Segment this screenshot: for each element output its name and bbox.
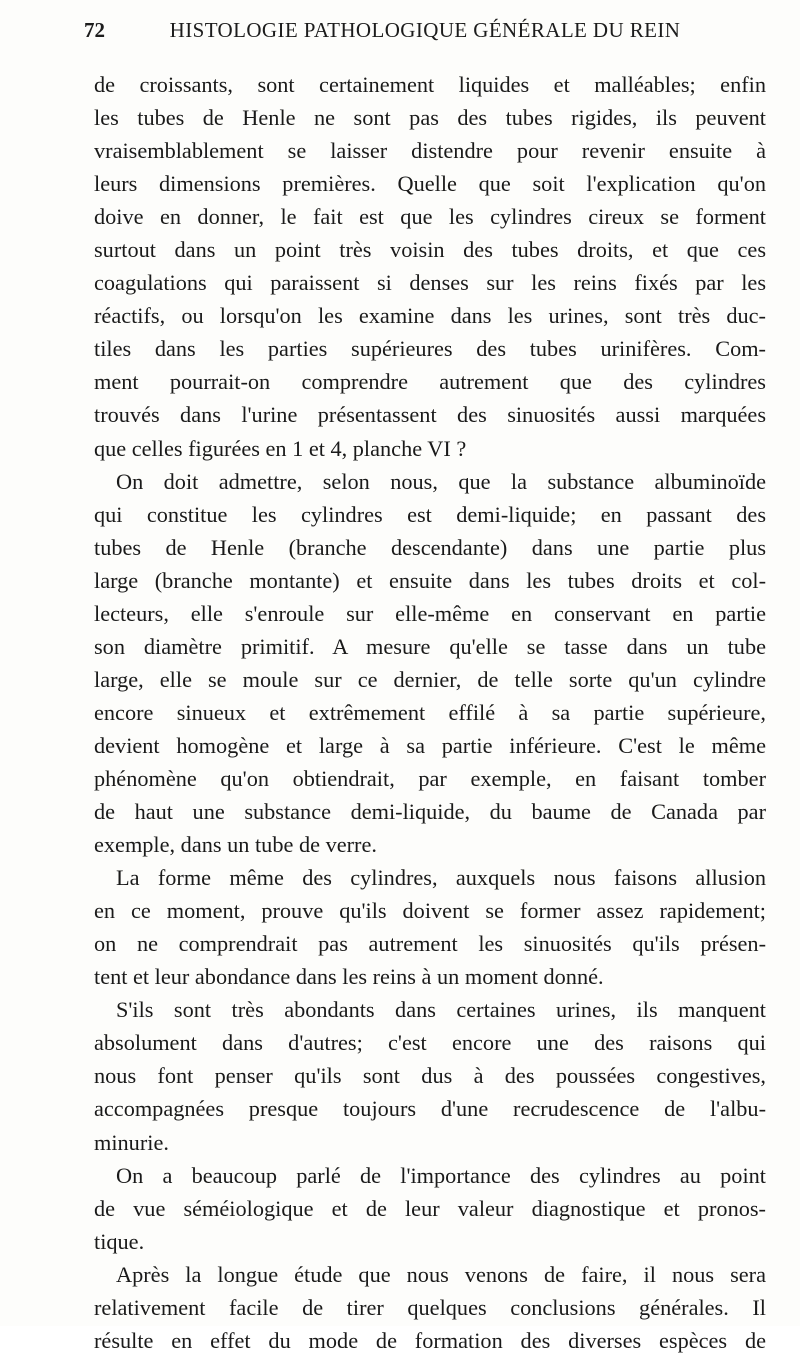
text-line: encore sinueux et extrêmement effilé à sa partie supérieure, [94,699,766,725]
text-line: relativement facile de tirer quelques conclusions générales. Il [94,1294,766,1320]
text-line: les tubes de Henle ne sont pas des tubes rigides, ils peuvent [94,105,766,131]
body-text [94,68,766,1357]
text-line: absolument dans d'autres; c'est encore une des raisons qui [94,1030,766,1056]
text-line: accompagnées presque toujours d'une recrudescence de l'albu- [94,1096,766,1122]
text-line: tent et leur abondance dans les reins à un moment donné. [94,964,604,990]
text-line: de croissants, sont certainement liquides et malléables; enfin [94,72,766,97]
text-line: La forme même des cylindres, auxquels nous faisons allusion [116,865,766,891]
text-line: large (branche montante) et ensuite dans les tubes droits et col- [94,567,766,593]
text-line: tique. [94,1228,145,1254]
text-line: de vue séméiologique et de leur valeur diagnostique et pronos- [94,1195,766,1221]
text-line: nous font penser qu'ils sont dus à des poussées congestives, [94,1063,766,1089]
text-line: On doit admettre, selon nous, que la substance albuminoïde [116,468,766,494]
text-line: que celles figurées en 1 et 4, planche VI ? [94,435,467,461]
text-line: de haut une substance demi-liquide, du baume de Canada par [94,799,766,825]
text-line: résulte en effet du mode de formation des diverses espèces de [94,1327,766,1353]
running-header [84,18,766,52]
text-line: on ne comprendrait pas autrement les sinuosités qu'ils présen- [94,931,766,957]
text-line: large, elle se moule sur ce dernier, de telle sorte qu'un cylindre [94,666,766,692]
text-line: doive en donner, le fait est que les cylindres cireux se forment [94,204,766,230]
text-line: exemple, dans un tube de verre. [94,832,377,858]
text-line: leurs dimensions premières. Quelle que soit l'explication qu'on [94,171,766,197]
text-line: phénomène qu'on obtiendrait, par exemple, en faisant tomber [94,765,766,791]
text-line: coagulations qui paraissent si denses sur les reins fixés par les [94,270,766,296]
text-line: tubes de Henle (branche descendante) dans une partie plus [94,534,766,560]
page-number: 72 [84,18,105,42]
text-line: S'ils sont très abondants dans certaines urines, ils manquent [116,997,766,1023]
text-line: son diamètre primitif. A mesure qu'elle se tasse dans un tube [94,633,766,659]
text-line: lecteurs, elle s'enroule sur elle-même en conservant en partie [94,600,766,626]
text-line: trouvés dans l'urine présentassent des sinuosités aussi marquées [94,402,766,428]
text-line: ment pourrait-on comprendre autrement que des cylindres [94,369,766,395]
text-line: en ce moment, prouve qu'ils doivent se former assez rapidement; [94,898,766,924]
text-line: qui constitue les cylindres est demi-liquide; en passant des [94,501,766,527]
text-line: réactifs, ou lorsqu'on les examine dans les urines, sont très duc- [94,303,766,329]
text-line: On a beaucoup parlé de l'importance des cylindres au point [116,1162,766,1188]
text-line: minurie. [94,1129,169,1155]
text-line: Après la longue étude que nous venons de faire, il nous sera [116,1261,766,1287]
text-line: tiles dans les parties supérieures des tubes urinifères. Com- [94,336,766,362]
running-title: HISTOLOGIE PATHOLOGIQUE GÉNÉRALE DU REIN [169,18,681,42]
text-line: devient homogène et large à sa partie inférieure. C'est le même [94,732,766,758]
text-line: surtout dans un point très voisin des tubes droits, et que ces [94,237,766,263]
text-line: vraisemblablement se laisser distendre pour revenir ensuite à [94,138,766,164]
